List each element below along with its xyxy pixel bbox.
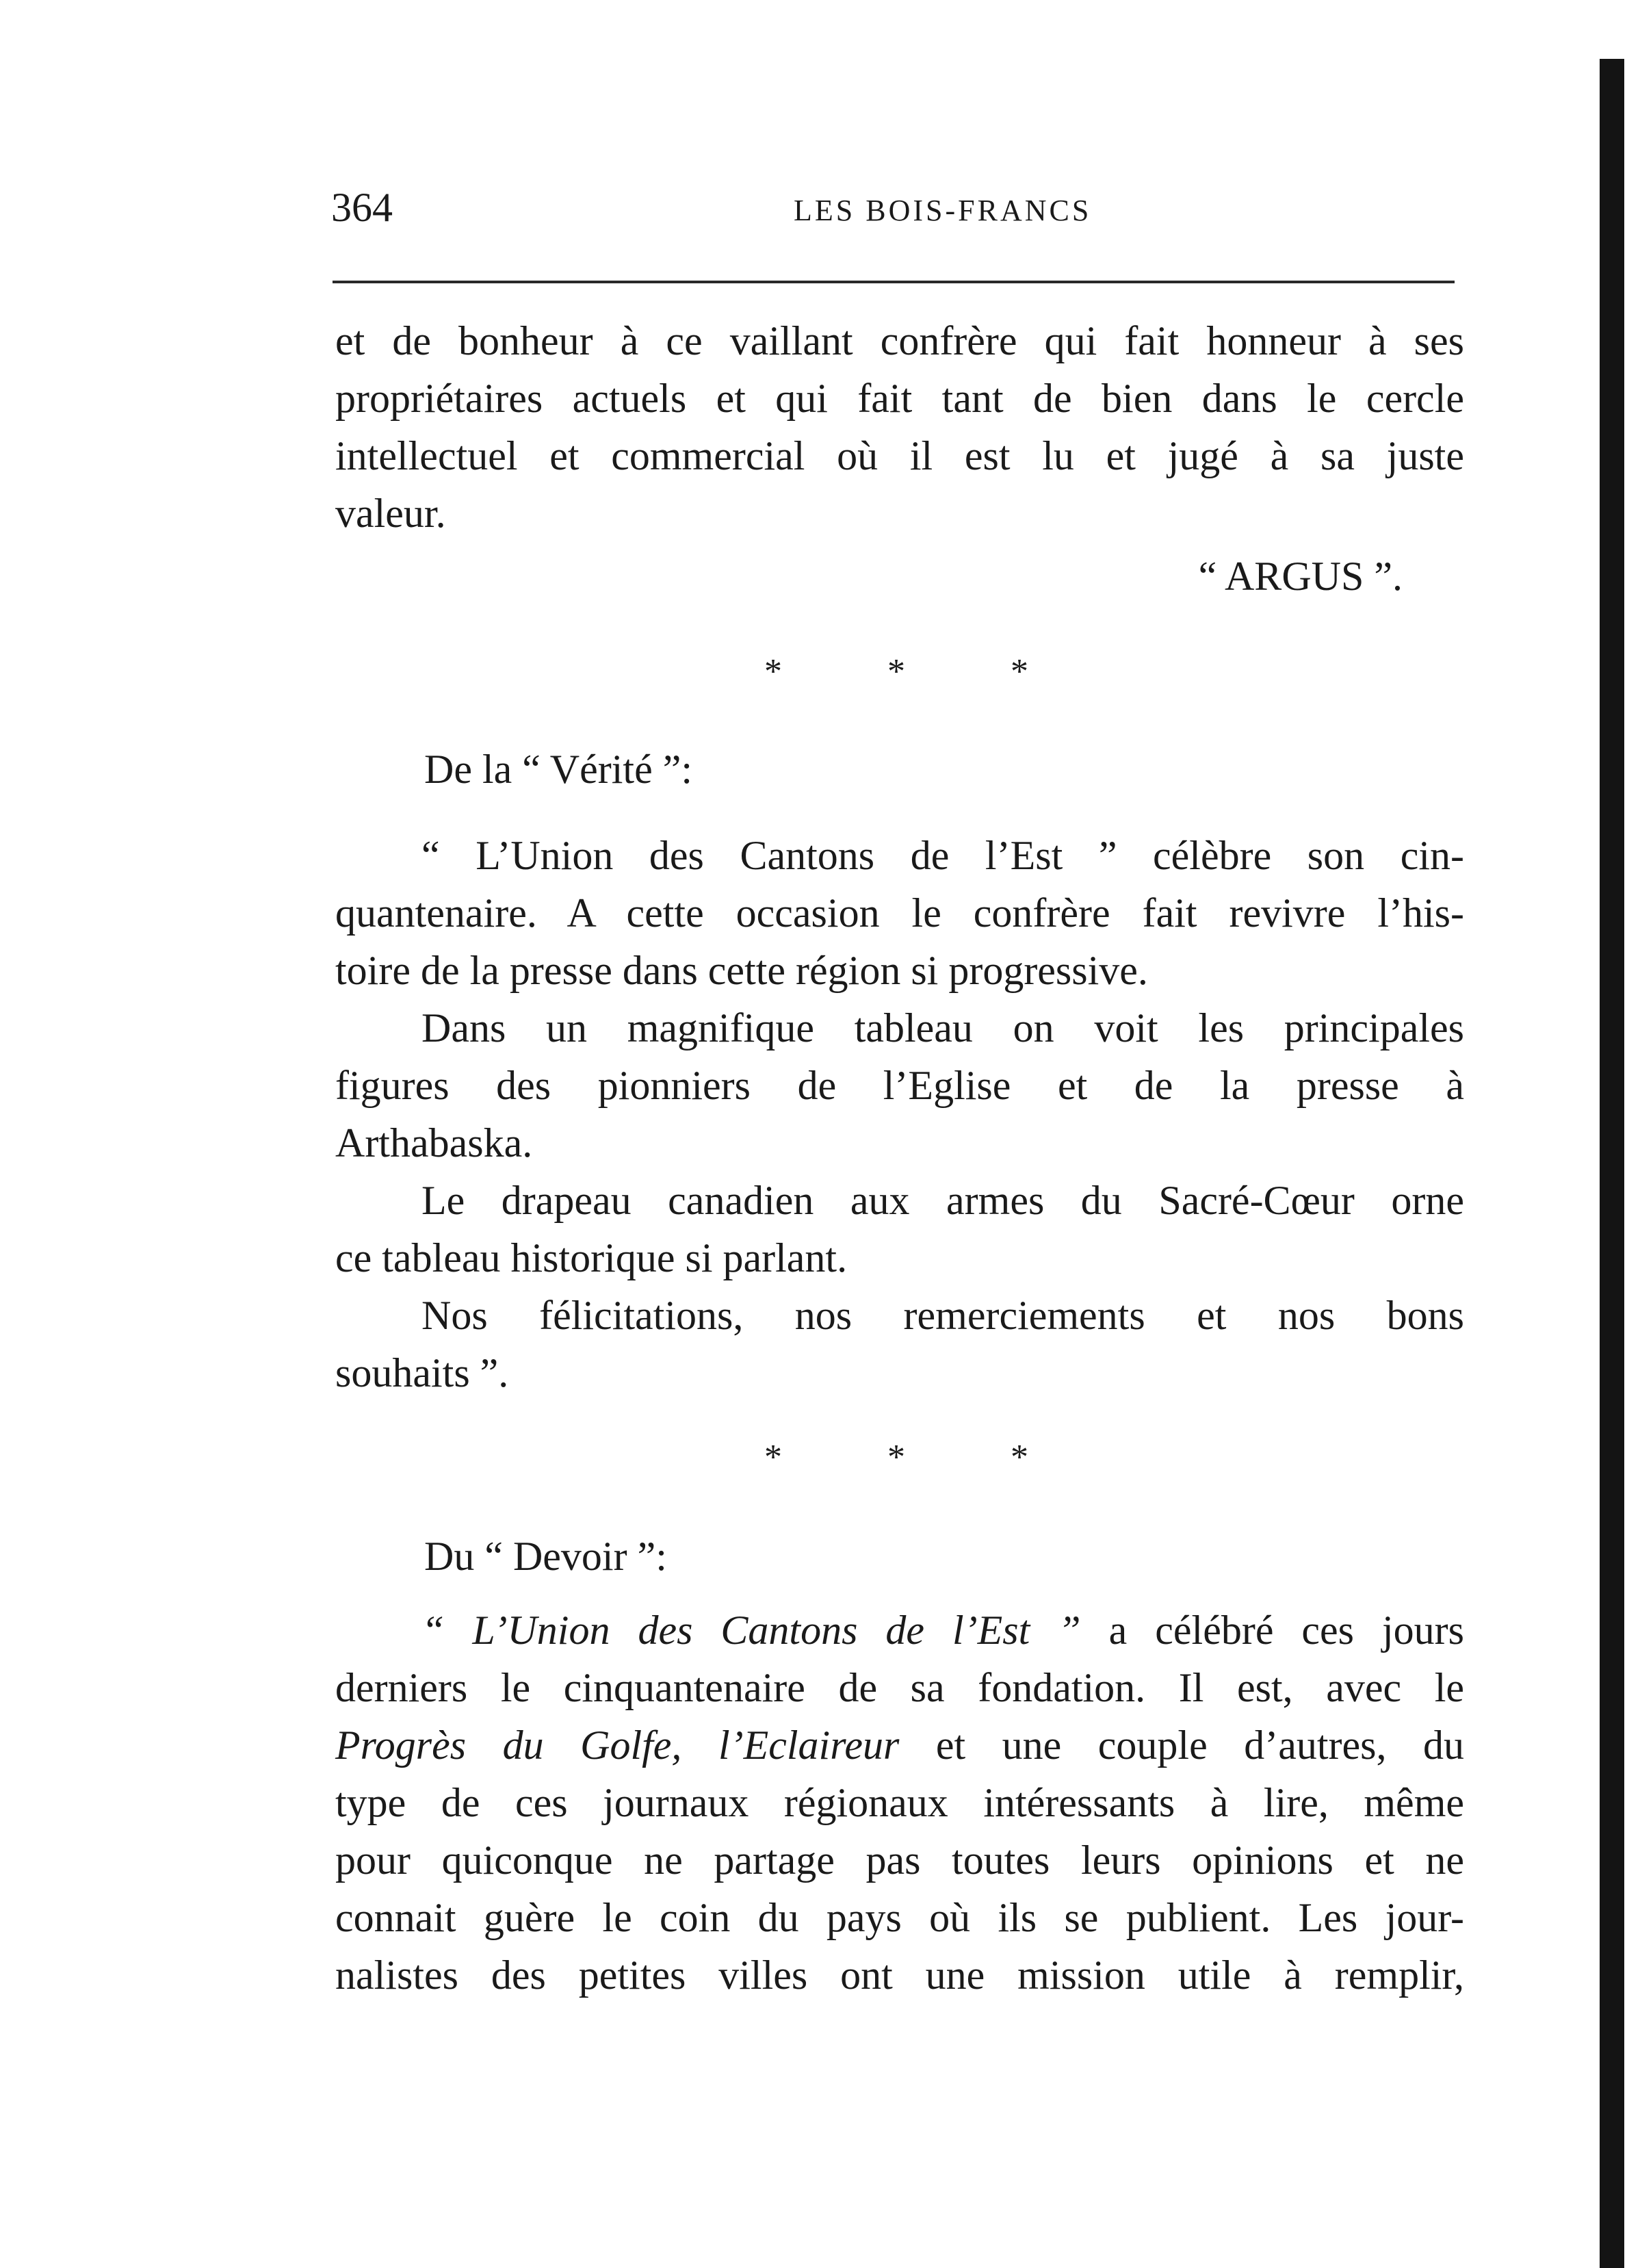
italic-title: “ L’Union des Cantons de l’Est ” (421, 1608, 1081, 1653)
text-line: figures des pionniers de l’Eglise et de la presse à (335, 1063, 1464, 1108)
text-line: Arthabaska. (335, 1120, 533, 1165)
text-line: Nos félicitations, nos remerciements et nos bons (421, 1293, 1464, 1338)
text-line: Le drapeau canadien aux armes du Sacré-Cœur orne (421, 1178, 1464, 1223)
asterisk: * (887, 652, 905, 691)
text-line: connait guère le coin du pays où ils se publient. Les jour- (335, 1895, 1464, 1940)
text-line: derniers le cinquantenaire de sa fondation. Il est, avec le (335, 1665, 1464, 1710)
section-separator (753, 652, 1040, 693)
text-line: toire de la presse dans cette région si progressive. (335, 948, 1148, 993)
text-line: quantenaire. A cette occasion le confrère fait revivre l’his- (335, 890, 1464, 936)
verite-quote (335, 827, 1464, 1402)
section-heading-devoir: Du “ Devoir ”: (424, 1534, 667, 1579)
scan-page-edge (1600, 59, 1624, 2268)
text-line: nalistes des petites villes ont une mission utile à remplir, (335, 1953, 1464, 1998)
devoir-quote (335, 1601, 1464, 2004)
asterisk: * (887, 1438, 905, 1477)
text-line (335, 1601, 1464, 1659)
text-run: a célébré ces jours (1108, 1608, 1465, 1653)
section-heading-verite: De la “ Vérité ”: (424, 747, 693, 792)
text-line: ce tableau historique si parlant. (335, 1235, 848, 1280)
text-line: Dans un magnifique tableau on voit les principales (421, 1005, 1464, 1051)
text-line: “ L’Union des Cantons de l’Est ” célèbre son cin- (421, 833, 1464, 878)
section-separator (753, 1437, 1040, 1478)
text-line: valeur. (335, 491, 446, 536)
text-line: propriétaires actuels et qui fait tant de bien dans le cercle (335, 376, 1464, 421)
asterisk: * (1011, 1438, 1028, 1477)
text-line: pour quiconque ne partage pas toutes leurs opinions et ne (335, 1838, 1464, 1883)
text-run: et une couple d’autres, du (935, 1723, 1465, 1768)
asterisk: * (764, 1438, 782, 1477)
text-line: souhaits ”. (335, 1350, 509, 1395)
text-line (335, 1716, 1464, 1774)
asterisk: * (764, 652, 782, 691)
italic-title: Progrès du Golfe, l’Eclaireur (335, 1723, 900, 1768)
text-line: et de bonheur à ce vaillant confrère qui fait honneur à ses (335, 318, 1464, 363)
header-rule (333, 281, 1455, 283)
text-line: type de ces journaux régionaux intéressants à lire, même (335, 1780, 1464, 1825)
text-line: intellectuel et commercial où il est lu et jugé à sa juste (335, 433, 1464, 478)
asterisk: * (1011, 652, 1028, 691)
paragraph-continuation (335, 312, 1464, 542)
running-head: LES BOIS-FRANCS (794, 194, 1092, 227)
signature-argus: “ ARGUS ”. (1198, 554, 1403, 599)
page-number: 364 (331, 185, 393, 230)
